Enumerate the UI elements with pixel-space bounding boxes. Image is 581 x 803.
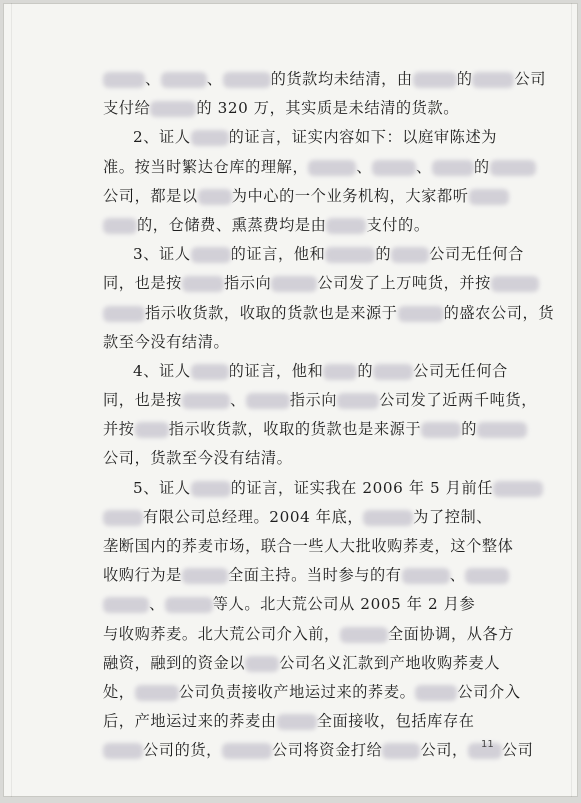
document-text: 处，	[103, 682, 135, 701]
document-line	[103, 386, 537, 415]
redacted-text	[103, 510, 143, 526]
document-text: 公司，都是以	[103, 186, 198, 205]
document-text: 指示收货款，收取的货款也是来源于	[168, 420, 422, 439]
document-text: 全面主持。当时参与的有	[227, 566, 402, 585]
document-line	[103, 503, 513, 532]
document-line	[103, 649, 513, 678]
redacted-text	[161, 72, 207, 88]
redacted-text	[493, 481, 543, 497]
document-text: 公司无任何合	[429, 245, 524, 264]
redacted-text	[135, 422, 169, 438]
document-line	[103, 211, 513, 240]
document-text: 公司介入	[457, 682, 521, 701]
document-text: 同，也是按	[103, 274, 182, 293]
page-fold-left	[11, 3, 12, 797]
document-line	[103, 240, 524, 269]
document-text: 、	[356, 157, 373, 176]
redacted-text	[402, 568, 450, 584]
redacted-text	[469, 189, 509, 205]
redacted-text	[372, 160, 416, 176]
redacted-text	[165, 597, 213, 613]
document-text: 2、证人	[133, 128, 191, 147]
redacted-text	[222, 743, 272, 759]
redacted-text	[182, 276, 224, 292]
document-text: 的，仓储费、熏蒸费均是由	[137, 215, 327, 234]
redacted-text	[223, 72, 271, 88]
document-text: 垄断国内的荞麦市场，联合一些人大批收购荞麦，这个整体	[103, 537, 514, 555]
document-line	[103, 328, 513, 357]
document-text: 的证言，他和	[228, 361, 324, 380]
document-text: 公司，	[420, 741, 468, 760]
document-line	[103, 123, 513, 152]
page-fold-right	[571, 3, 572, 797]
document-text: 的证言，证实我在 2006 年 5 月前任	[230, 478, 494, 497]
document-line	[103, 357, 513, 386]
redacted-text	[246, 393, 290, 409]
document-text: 、	[206, 70, 223, 88]
redacted-text	[325, 247, 375, 263]
document-text: 公司名义汇款到产地收购荞麦人	[279, 653, 501, 672]
redacted-text	[135, 685, 179, 701]
redacted-text	[415, 685, 457, 701]
redacted-text	[103, 743, 143, 759]
document-text: 准。按当时繁达仓库的理解，	[103, 157, 309, 176]
document-line	[103, 678, 521, 707]
document-text: 的货款均未结清，由	[270, 70, 413, 88]
document-text: 指示收货款，收取的货款也是来源于	[145, 303, 398, 322]
document-text: 的	[375, 245, 392, 264]
document-text: 、	[416, 157, 432, 176]
document-text: 的盛农公司，货	[443, 303, 555, 322]
document-line	[103, 269, 513, 298]
document-text: 、	[229, 391, 246, 410]
redacted-text	[271, 276, 317, 292]
document-text: 的证言，他和	[230, 245, 326, 264]
document-text: 指示向	[223, 274, 272, 293]
document-text: 公司无任何合	[413, 361, 508, 380]
document-line	[103, 444, 513, 473]
redacted-text	[103, 72, 145, 88]
redacted-text	[382, 743, 420, 759]
document-line	[103, 590, 513, 619]
document-text: 公司负责接收产地运过来的荞麦。	[178, 682, 416, 701]
document-text: 公司将资金打给	[271, 741, 383, 760]
document-text: 为了控制、	[413, 507, 493, 526]
redacted-text	[103, 306, 145, 322]
document-text: 公司的货，	[143, 741, 222, 760]
document-page	[3, 3, 578, 797]
document-text: 4、证人	[133, 361, 191, 380]
document-text: 公司	[501, 741, 534, 760]
document-text: 等人。北大荒公司从 2005 年 2 月参	[212, 595, 476, 614]
document-text: 款至今没有结清。	[103, 332, 230, 351]
redacted-text	[308, 160, 356, 176]
document-text: 5、证人	[133, 478, 191, 497]
document-text: 与收购荞麦。北大荒公司介入前，	[103, 624, 340, 643]
document-line	[103, 561, 513, 590]
document-text: 公司，货款至今没有结清。	[103, 449, 293, 468]
redacted-text	[103, 597, 149, 613]
document-text: 收购行为是	[103, 566, 182, 585]
document-text: 后，产地运过来的荞麦由	[103, 712, 277, 731]
redacted-text	[326, 218, 366, 234]
redacted-text	[421, 422, 461, 438]
document-text: 的	[456, 70, 473, 88]
redacted-text	[198, 189, 232, 205]
redacted-text	[373, 364, 413, 380]
redacted-text	[182, 393, 230, 409]
document-text: 同，也是按	[103, 391, 182, 410]
document-text: 公司发了上万吨货，并按	[317, 274, 491, 293]
redacted-text	[191, 130, 229, 146]
redacted-text	[191, 364, 229, 380]
document-line	[103, 153, 513, 182]
document-text: 支付给	[103, 99, 151, 118]
document-line	[103, 532, 513, 561]
document-text: 、	[449, 566, 466, 585]
redacted-text	[413, 72, 457, 88]
redacted-text	[490, 160, 536, 176]
document-line	[103, 415, 513, 444]
document-text: 指示向	[289, 391, 338, 410]
redacted-text	[191, 247, 231, 263]
document-text: 、	[149, 595, 165, 614]
document-text: 有限公司总经理。2004 年底，	[143, 507, 364, 526]
document-text: 公司	[514, 70, 547, 88]
document-text: 全面接收，包括库存在	[316, 712, 475, 731]
document-text: 融资，融到的资金以	[103, 653, 246, 672]
redacted-text	[277, 714, 317, 730]
document-text: 公司发了近两千吨货，	[379, 391, 537, 410]
redacted-text	[398, 306, 444, 322]
redacted-text	[477, 422, 527, 438]
redacted-text	[465, 568, 509, 584]
document-text: 3、证人	[133, 245, 191, 264]
document-line	[103, 299, 555, 328]
document-text: 为中心的一个业务机构，大家都听	[231, 186, 469, 205]
document-line	[103, 474, 513, 503]
document-line	[103, 736, 534, 765]
document-text: 全面协调，从各方	[387, 624, 515, 643]
redacted-text	[337, 393, 379, 409]
redacted-text	[103, 218, 137, 234]
document-text: 的	[473, 157, 490, 176]
redacted-text	[340, 627, 388, 643]
document-text: 支付的。	[366, 215, 430, 234]
document-line	[103, 707, 513, 736]
document-text: 的	[357, 361, 374, 380]
redacted-text	[150, 101, 196, 117]
page-number: 11	[481, 739, 494, 750]
redacted-text	[432, 160, 474, 176]
redacted-text	[391, 247, 429, 263]
document-text: 的	[461, 420, 477, 439]
redacted-text	[323, 364, 357, 380]
redacted-text	[182, 568, 228, 584]
document-text: 的 320 万，其实质是未结清的货款。	[196, 99, 460, 118]
redacted-text	[245, 656, 279, 672]
redacted-text	[491, 276, 539, 292]
document-text: 、	[145, 70, 161, 88]
redacted-text	[472, 72, 514, 88]
document-text: 的证言，证实内容如下：以庭审陈述为	[228, 128, 498, 147]
document-line	[103, 620, 513, 649]
document-line	[103, 65, 547, 94]
document-text: 并按	[103, 420, 135, 439]
document-body	[103, 65, 555, 766]
redacted-text	[363, 510, 413, 526]
document-line	[103, 182, 513, 211]
document-line	[103, 94, 513, 123]
redacted-text	[191, 481, 231, 497]
